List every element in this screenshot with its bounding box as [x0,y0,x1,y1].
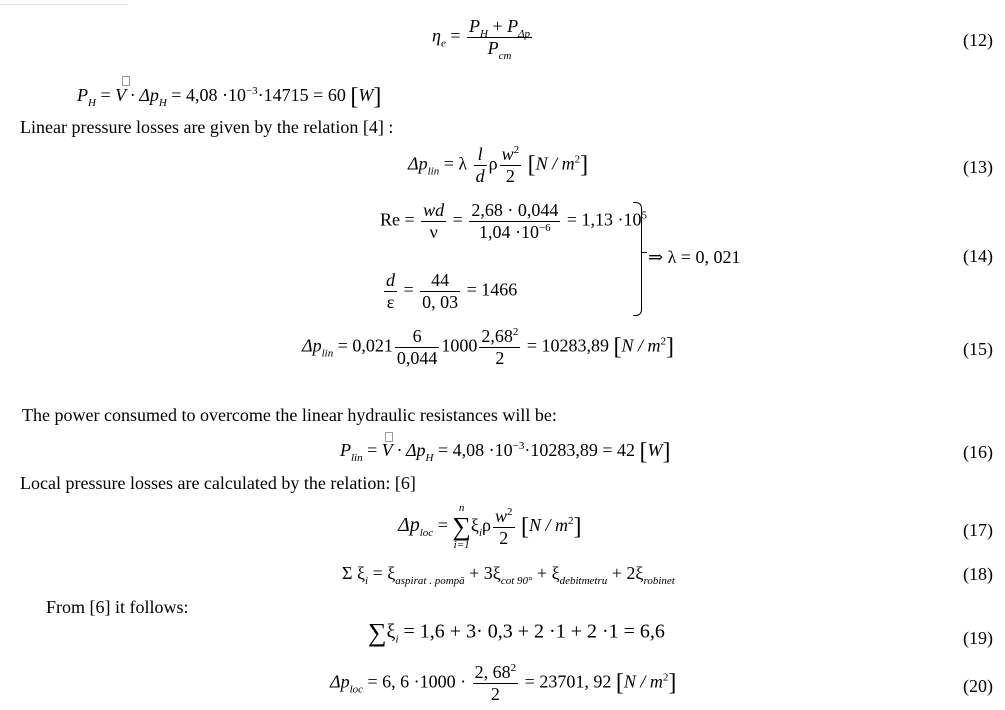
paragraph-local-losses: Local pressure losses are calculated by the relation: [6] [20,473,416,493]
equation-number-17: (17) [963,520,993,540]
placeholder-glyph [121,76,130,99]
equation-number-18: (18) [963,564,993,584]
summation: ∑ [368,618,387,647]
equation-number-16: (16) [963,442,993,462]
equation-number-20: (20) [963,676,993,696]
equation-12: $\eta_e$ = $\frac{P_H + P_{\Delta p}}{P_{cm}}$ [432,16,531,62]
paragraph-linear-losses: Linear pressure losses are given by the relation [4] : [20,117,394,137]
equation-14-roughness: $\frac{d}{\varepsilon}$ = $\frac{44}{0, 03}$ = 1466 [386,270,518,312]
summation: n ∑ i=1 [452,502,471,551]
equation-14-reynolds: Re = $\frac{wd}{\nu}$ = $\frac{2,68 \cdot 0,044}{1,04 \cdot 10^{-6}}$ = $1,13 \cdot 10^5$ [380,200,647,242]
equation-19: $\sum\xi_i = 1,6 + 3\cdot 0,3 + 2 \cdot 1 + 2 \cdot 1 = 6,6$ [368,618,665,647]
paragraph-power-consumed: The power consumed to overcome the linear hydraulic resistances will be: [22,405,557,425]
equation-17: $\Delta p_{loc}$ = n ∑ i=1 $\xi_i\rho$ $\frac{w^2}{2}$ $[N / m^2]$ [398,502,582,551]
equation-power-h: $P_H = V \cdot \Delta p_H = 4,08 \cdot 10^{-3}\cdot 14715 = 60$ [W] [77,84,382,110]
equation-number-13: (13) [963,157,993,177]
eta-symbol: η [432,25,441,46]
right-brace [633,202,642,316]
equation-15: $\Delta p_{lin} = 0,021$ $\frac{6}{0,044}$ 1000 $\frac{2,68^2}{2}$ = 10283,89 $[N / m^2]$ [302,326,675,368]
top-rule [0,4,128,5]
equation-number-19: (19) [963,628,993,648]
equation-number-15: (15) [963,339,993,359]
equation-18: Σ $\xi_i = \xi_{aspirat . pompă} + 3\xi_{cot 90^\circ} + \xi_{debitmetru} + 2\xi_{robinet}$ [342,563,675,587]
equation-number-12: (12) [963,30,993,50]
equation-20: $\Delta p_{loc} = 6$, 6 ·1000 · $\frac{2, 68^2}{2}$ = 23701, 92 $[N / m^2]$ [330,662,677,704]
paragraph-from-6: From [6] it follows: [46,597,189,617]
equation-14-result: ⇒ λ = 0, 021 [648,247,741,267]
equation-13: $\Delta p_{lin} = \lambda$ $\frac{l}{d}$ ρ $\frac{w^2}{2}$ $[N / m^2]$ [408,144,589,186]
placeholder-glyph [384,432,393,455]
equation-16: $P_{lin} = V \cdot \Delta p_H = 4,08 \cdot 10^{-3}\cdot 10283,89 = 42$ [W] [340,439,671,465]
efficiency-fraction: $\frac{P_H + P_{\Delta p}}{P_{cm}}$ [468,16,531,62]
equation-number-14: (14) [963,246,993,266]
